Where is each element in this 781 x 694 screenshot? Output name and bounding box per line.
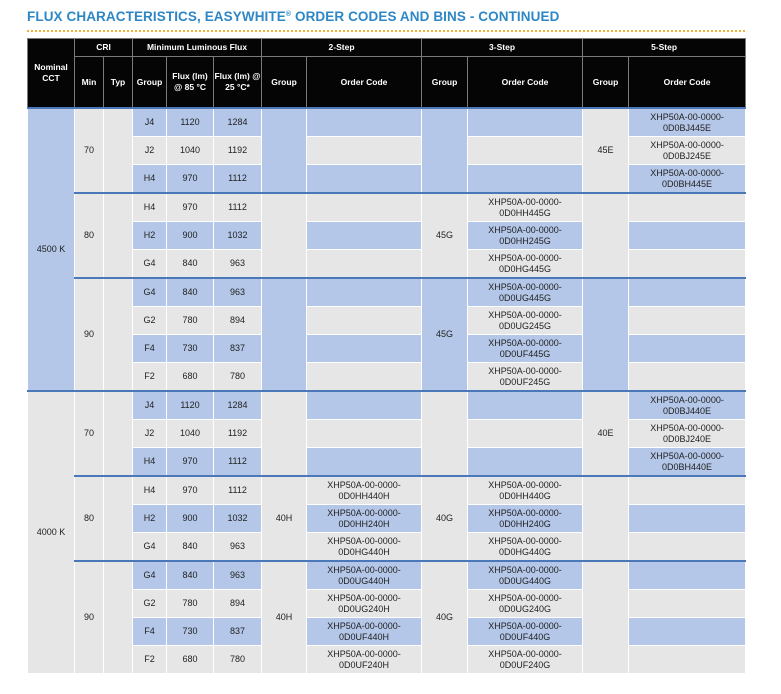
five-step-code-cell (629, 250, 746, 279)
two-step-code-cell (307, 193, 422, 222)
flux-85-cell: 840 (167, 533, 214, 562)
group-cell: H2 (133, 505, 167, 533)
cri-min-cell: 70 (75, 108, 104, 193)
flux-25-cell: 963 (214, 250, 262, 279)
flux-85-cell: 680 (167, 646, 214, 674)
two-step-code-cell (307, 448, 422, 477)
table-row (28, 278, 746, 307)
three-step-group-cell (422, 391, 468, 476)
header-nominal-cct: Nominal CCT (28, 39, 75, 109)
two-step-code-cell: XHP50A-00-0000-0D0UF440H (307, 618, 422, 646)
cri-typ-cell (104, 476, 133, 561)
three-step-code-cell (468, 165, 583, 194)
three-step-code-cell (468, 108, 583, 137)
five-step-code-cell (629, 533, 746, 562)
header-cri-typ: Typ (104, 57, 133, 109)
flux-25-cell: 837 (214, 335, 262, 363)
cri-typ-cell (104, 193, 133, 278)
header-5-step-group: Group (583, 57, 629, 109)
table-row (28, 335, 746, 363)
five-step-group-cell (583, 561, 629, 674)
header-cri: CRI (75, 39, 133, 57)
flux-85-cell: 730 (167, 618, 214, 646)
three-step-code-cell: XHP50A-00-0000-0D0HH240G (468, 505, 583, 533)
flux-85-cell: 970 (167, 448, 214, 477)
five-step-code-cell: XHP50A-00-0000-0D0BJ440E (629, 391, 746, 420)
cri-min-cell: 90 (75, 561, 104, 674)
two-step-code-cell: XHP50A-00-0000-0D0HH240H (307, 505, 422, 533)
group-cell: G2 (133, 307, 167, 335)
table-row (28, 222, 746, 250)
group-cell: G4 (133, 561, 167, 590)
group-cell: F2 (133, 363, 167, 392)
table-row (28, 193, 746, 222)
table-row (28, 533, 746, 562)
flux-25-cell: 963 (214, 533, 262, 562)
title-main: FLUX CHARACTERISTICS, EASYWHITE (27, 9, 286, 24)
two-step-group-cell (262, 278, 307, 391)
flux-85-cell: 1040 (167, 420, 214, 448)
flux-25-cell: 780 (214, 363, 262, 392)
group-cell: J4 (133, 391, 167, 420)
five-step-code-cell (629, 193, 746, 222)
two-step-code-cell: XHP50A-00-0000-0D0UG240H (307, 590, 422, 618)
two-step-group-cell: 40H (262, 561, 307, 674)
group-cell: G4 (133, 250, 167, 279)
five-step-group-cell (583, 193, 629, 278)
flux-85-cell: 780 (167, 590, 214, 618)
two-step-code-cell (307, 137, 422, 165)
cct-cell: 4000 K (28, 391, 75, 674)
three-step-code-cell: XHP50A-00-0000-0D0UG245G (468, 307, 583, 335)
two-step-code-cell: XHP50A-00-0000-0D0UF240H (307, 646, 422, 674)
table-row (28, 646, 746, 674)
flux-25-cell: 894 (214, 590, 262, 618)
header-2-step-group: Group (262, 57, 307, 109)
table-row (28, 448, 746, 477)
group-cell: J2 (133, 137, 167, 165)
header-3-step-group: Group (422, 57, 468, 109)
flux-25-cell: 1192 (214, 420, 262, 448)
flux-25-cell: 1112 (214, 193, 262, 222)
three-step-code-cell: XHP50A-00-0000-0D0UF245G (468, 363, 583, 392)
cct-cell: 4500 K (28, 108, 75, 391)
two-step-code-cell (307, 250, 422, 279)
table-row (28, 165, 746, 194)
three-step-code-cell: XHP50A-00-0000-0D0UG240G (468, 590, 583, 618)
five-step-code-cell (629, 590, 746, 618)
three-step-code-cell: XHP50A-00-0000-0D0UG440G (468, 561, 583, 590)
two-step-code-cell: XHP50A-00-0000-0D0HG440H (307, 533, 422, 562)
five-step-code-cell (629, 618, 746, 646)
flux-85-cell: 840 (167, 561, 214, 590)
flux-85-cell: 1120 (167, 391, 214, 420)
five-step-group-cell (583, 278, 629, 391)
flux-25-cell: 1192 (214, 137, 262, 165)
cri-min-cell: 80 (75, 476, 104, 561)
three-step-code-cell: XHP50A-00-0000-0D0HG445G (468, 250, 583, 279)
flux-table (27, 38, 746, 674)
group-cell: G4 (133, 278, 167, 307)
flux-25-cell: 1112 (214, 476, 262, 505)
cri-typ-cell (104, 278, 133, 391)
two-step-code-cell (307, 307, 422, 335)
flux-85-cell: 970 (167, 193, 214, 222)
flux-25-cell: 1284 (214, 391, 262, 420)
cri-typ-cell (104, 391, 133, 476)
flux-85-cell: 970 (167, 476, 214, 505)
flux-25-cell: 1284 (214, 108, 262, 137)
five-step-code-cell: XHP50A-00-0000-0D0BH440E (629, 448, 746, 477)
header-5-step: 5-Step (583, 39, 746, 57)
five-step-group-cell (583, 476, 629, 561)
table-row (28, 307, 746, 335)
group-cell: G2 (133, 590, 167, 618)
five-step-code-cell (629, 561, 746, 590)
three-step-code-cell (468, 420, 583, 448)
group-cell: J2 (133, 420, 167, 448)
cri-min-cell: 90 (75, 278, 104, 391)
three-step-code-cell: XHP50A-00-0000-0D0HH445G (468, 193, 583, 222)
three-step-code-cell (468, 137, 583, 165)
three-step-code-cell: XHP50A-00-0000-0D0UF440G (468, 618, 583, 646)
three-step-code-cell: XHP50A-00-0000-0D0HH245G (468, 222, 583, 250)
five-step-code-cell (629, 363, 746, 392)
two-step-group-cell (262, 108, 307, 193)
three-step-group-cell (422, 108, 468, 193)
five-step-code-cell (629, 476, 746, 505)
three-step-code-cell: XHP50A-00-0000-0D0UG445G (468, 278, 583, 307)
table-row (28, 618, 746, 646)
two-step-code-cell (307, 222, 422, 250)
two-step-group-cell: 40H (262, 476, 307, 561)
header-min-luminous-flux: Minimum Luminous Flux (133, 39, 262, 57)
header-cri-min: Min (75, 57, 104, 109)
table-row (28, 561, 746, 590)
flux-25-cell: 1032 (214, 505, 262, 533)
five-step-code-cell (629, 278, 746, 307)
flux-85-cell: 840 (167, 250, 214, 279)
five-step-code-cell: XHP50A-00-0000-0D0BJ445E (629, 108, 746, 137)
three-step-code-cell: XHP50A-00-0000-0D0UF240G (468, 646, 583, 674)
flux-25-cell: 894 (214, 307, 262, 335)
five-step-code-cell (629, 646, 746, 674)
five-step-code-cell (629, 335, 746, 363)
flux-25-cell: 837 (214, 618, 262, 646)
three-step-code-cell: XHP50A-00-0000-0D0UF445G (468, 335, 583, 363)
five-step-code-cell (629, 222, 746, 250)
five-step-code-cell (629, 505, 746, 533)
flux-85-cell: 840 (167, 278, 214, 307)
two-step-code-cell (307, 335, 422, 363)
group-cell: J4 (133, 108, 167, 137)
two-step-code-cell: XHP50A-00-0000-0D0HH440H (307, 476, 422, 505)
flux-85-cell: 780 (167, 307, 214, 335)
five-step-code-cell: XHP50A-00-0000-0D0BJ240E (629, 420, 746, 448)
table-row (28, 590, 746, 618)
group-cell: H4 (133, 476, 167, 505)
five-step-code-cell: XHP50A-00-0000-0D0BJ245E (629, 137, 746, 165)
group-cell: F4 (133, 618, 167, 646)
header-flux-85: Flux (lm) @ 85 °C (167, 57, 214, 109)
table-row (28, 108, 746, 137)
title-rest: ORDER CODES AND BINS - CONTINUED (291, 9, 560, 24)
flux-25-cell: 963 (214, 561, 262, 590)
cri-typ-cell (104, 561, 133, 674)
two-step-group-cell (262, 391, 307, 476)
two-step-code-cell: XHP50A-00-0000-0D0UG440H (307, 561, 422, 590)
flux-85-cell: 730 (167, 335, 214, 363)
cri-min-cell: 80 (75, 193, 104, 278)
five-step-code-cell (629, 307, 746, 335)
flux-85-cell: 900 (167, 505, 214, 533)
group-cell: G4 (133, 533, 167, 562)
table-row (28, 476, 746, 505)
two-step-group-cell (262, 193, 307, 278)
group-cell: H2 (133, 222, 167, 250)
three-step-code-cell (468, 391, 583, 420)
header-3-step-order-code: Order Code (468, 57, 583, 109)
group-cell: F2 (133, 646, 167, 674)
flux-25-cell: 1112 (214, 448, 262, 477)
flux-85-cell: 900 (167, 222, 214, 250)
flux-25-cell: 1112 (214, 165, 262, 194)
three-step-group-cell: 40G (422, 561, 468, 674)
three-step-code-cell: XHP50A-00-0000-0D0HG440G (468, 533, 583, 562)
group-cell: H4 (133, 165, 167, 194)
page-title (27, 9, 559, 24)
flux-25-cell: 963 (214, 278, 262, 307)
table-row (28, 420, 746, 448)
header-2-step: 2-Step (262, 39, 422, 57)
flux-25-cell: 1032 (214, 222, 262, 250)
group-cell: H4 (133, 448, 167, 477)
header-group: Group (133, 57, 167, 109)
two-step-code-cell (307, 165, 422, 194)
five-step-group-cell: 40E (583, 391, 629, 476)
header-3-step: 3-Step (422, 39, 583, 57)
table-row (28, 250, 746, 279)
two-step-code-cell (307, 420, 422, 448)
flux-25-cell: 780 (214, 646, 262, 674)
three-step-code-cell (468, 448, 583, 477)
table-row (28, 137, 746, 165)
two-step-code-cell (307, 108, 422, 137)
three-step-group-cell: 40G (422, 476, 468, 561)
header-flux-25: Flux (lm) @ 25 °C* (214, 57, 262, 109)
flux-85-cell: 1040 (167, 137, 214, 165)
two-step-code-cell (307, 391, 422, 420)
flux-85-cell: 970 (167, 165, 214, 194)
group-cell: F4 (133, 335, 167, 363)
five-step-code-cell: XHP50A-00-0000-0D0BH445E (629, 165, 746, 194)
table-row (28, 391, 746, 420)
header-2-step-order-code: Order Code (307, 57, 422, 109)
cri-typ-cell (104, 108, 133, 193)
two-step-code-cell (307, 278, 422, 307)
group-cell: H4 (133, 193, 167, 222)
three-step-group-cell: 45G (422, 278, 468, 391)
title-divider (27, 30, 745, 32)
header-5-step-order-code: Order Code (629, 57, 746, 109)
table-row (28, 505, 746, 533)
flux-85-cell: 1120 (167, 108, 214, 137)
three-step-group-cell: 45G (422, 193, 468, 278)
five-step-group-cell: 45E (583, 108, 629, 193)
flux-85-cell: 680 (167, 363, 214, 392)
two-step-code-cell (307, 363, 422, 392)
table-row (28, 363, 746, 392)
title-registered-mark: ® (285, 11, 292, 18)
cri-min-cell: 70 (75, 391, 104, 476)
three-step-code-cell: XHP50A-00-0000-0D0HH440G (468, 476, 583, 505)
